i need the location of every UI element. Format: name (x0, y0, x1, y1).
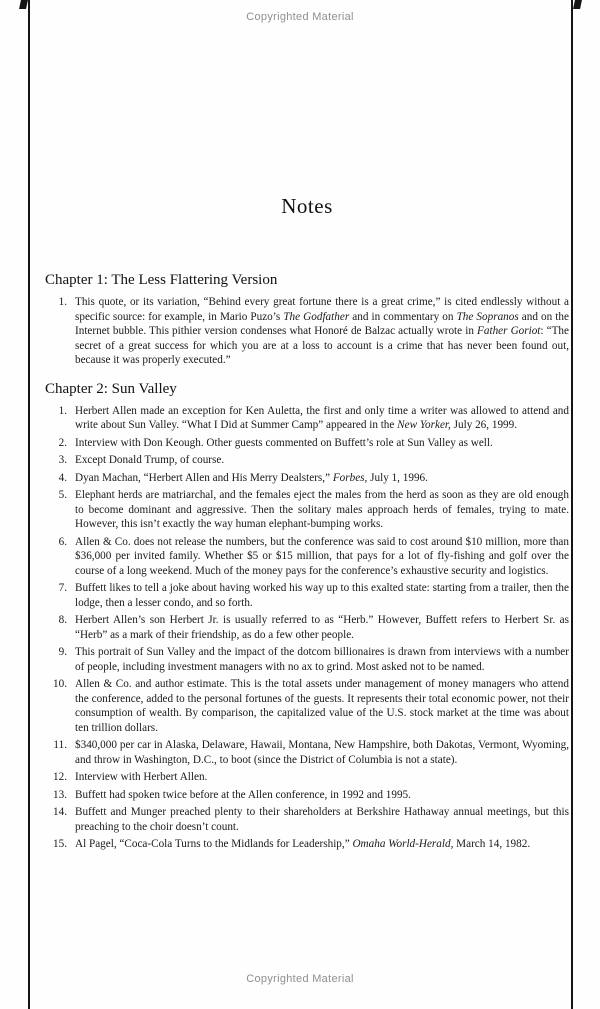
note-number: 1. (58, 404, 67, 417)
note-text: Al Pagel, “Coca-Cola Turns to the Midlands for Leadership,” Omaha World-Herald, March 14, 1982. (75, 838, 531, 850)
note-text: Buffett and Munger preached plenty to their shareholders at Berkshire Hathaway annual meetings, but this preaching to the choir doesn’t count. (75, 806, 569, 833)
note-item (45, 404, 569, 433)
chapter-heading: Chapter 1: The Less Flattering Version (45, 272, 278, 288)
note-item (45, 488, 569, 532)
note-item (45, 677, 569, 735)
note-item (45, 581, 569, 610)
note-item (45, 837, 569, 852)
note-number: 1. (58, 296, 67, 308)
note-number: 3. (58, 454, 67, 466)
notes-sections (45, 270, 569, 852)
note-item (45, 436, 569, 451)
note-item (45, 295, 569, 368)
note-text: This portrait of Sun Valley and the impact of the dotcom billionaires is drawn from interviews with a number of people, including investment managers with no ax to grind. Most asked not to be named. (75, 646, 569, 673)
note-text: Elephant herds are matriarchal, and the females eject the males from the herd as soon as they are old enough to become dominant and aggressive. Then the solitary males approach herds of females, trying to mate. However, this isn’t exactly the way human elephant-bumping works. (75, 489, 569, 530)
note-item (45, 738, 569, 767)
note-number: 4. (58, 471, 67, 484)
note-number: 5. (58, 489, 67, 501)
note-number: 2. (58, 436, 67, 449)
chapter-section (45, 379, 569, 852)
note-text: Dyan Machan, “Herbert Allen and His Merry Dealsters,” Forbes, July 1, 1996. (75, 471, 428, 484)
note-item (45, 613, 569, 642)
note-item (45, 453, 569, 468)
note-item (45, 788, 569, 803)
note-number: 9. (58, 646, 67, 658)
scan-artifact-top-right (573, 0, 582, 9)
note-text: This quote, or its variation, “Behind every great fortune there is a great crime,” is cited endlessly without a specific source: for example, in Mario Puzo’s The Godfather and in commentary on The Sopranos and on the Internet bubble. This pithier version condenses what Honoré de Balzac actually wrote in Father Goriot: “The secret of a great success for which you are at a loss to account is a crime that has never been found out, because it was properly executed.” (75, 296, 569, 366)
note-text: Buffett likes to tell a joke about having worked his way up to this exalted state: starting from a trailer, then the lodge, then a lesser condo, and so forth. (75, 582, 569, 609)
note-item (45, 805, 569, 834)
note-text: Allen & Co. and author estimate. This is the total assets under management of money managers who attend the conference, added to the personal fortunes of the guests. It represents their total economic power, not their consumption of wealth. By comparison, the capitalized value of the U.S. stock market at the time was about ten trillion dollars. (75, 678, 569, 734)
note-number: 15. (53, 838, 67, 850)
note-number: 10. (53, 678, 67, 690)
page-edge-right (571, 0, 573, 1009)
note-text: Allen & Co. does not release the numbers, but the conference was said to cost around $10 million, more than $36,000 per invited family. Whether $5 or $15 million, that pays for a lot of fly-fishing and golf over the course of a long weekend. Much of the money pays for the conference’s exhaustive security and logistics. (75, 535, 569, 577)
copyright-notice-bottom: Copyrighted Material (246, 973, 354, 985)
scan-artifact-top-left (19, 0, 28, 9)
note-text: Interview with Don Keough. Other guests commented on Buffett’s role at Sun Valley as well. (75, 436, 493, 449)
note-item (45, 770, 569, 785)
note-text: Herbert Allen made an exception for Ken Auletta, the first and only time a writer was allowed to attend and write about Sun Valley. “What I Did at Summer Camp” appeared in the New Yorker, July 26, 1999. (75, 404, 569, 431)
note-number: 13. (53, 788, 67, 801)
note-number: 6. (58, 535, 67, 548)
note-number: 12. (53, 771, 67, 783)
copyright-notice-top: Copyrighted Material (246, 11, 354, 23)
chapter-section (45, 270, 569, 368)
note-number: 14. (53, 806, 67, 818)
page-edge-left (28, 0, 30, 1009)
note-text: $340,000 per car in Alaska, Delaware, Hawaii, Montana, New Hampshire, both Dakotas, Vermont, Wyoming, and throw in Washington, D.C., to boot (since the District of Columbia is not a state). (75, 739, 569, 766)
note-text: Herbert Allen’s son Herbert Jr. is usually referred to as “Herb.” However, Buffett refers to Herbert Sr. as “Herb” as a mark of their friendship, as do a few other people. (75, 614, 569, 641)
page-title: Notes (281, 194, 333, 218)
note-text: Interview with Herbert Allen. (75, 771, 208, 783)
page-content (45, 0, 569, 855)
note-number: 11. (53, 739, 67, 751)
note-number: 7. (58, 582, 67, 594)
note-item (45, 535, 569, 579)
note-text: Buffett had spoken twice before at the Allen conference, in 1992 and 1995. (75, 788, 411, 801)
note-item (45, 645, 569, 674)
chapter-heading: Chapter 2: Sun Valley (45, 380, 177, 397)
note-item (45, 471, 569, 486)
note-text: Except Donald Trump, of course. (75, 454, 225, 466)
note-number: 8. (58, 614, 67, 626)
